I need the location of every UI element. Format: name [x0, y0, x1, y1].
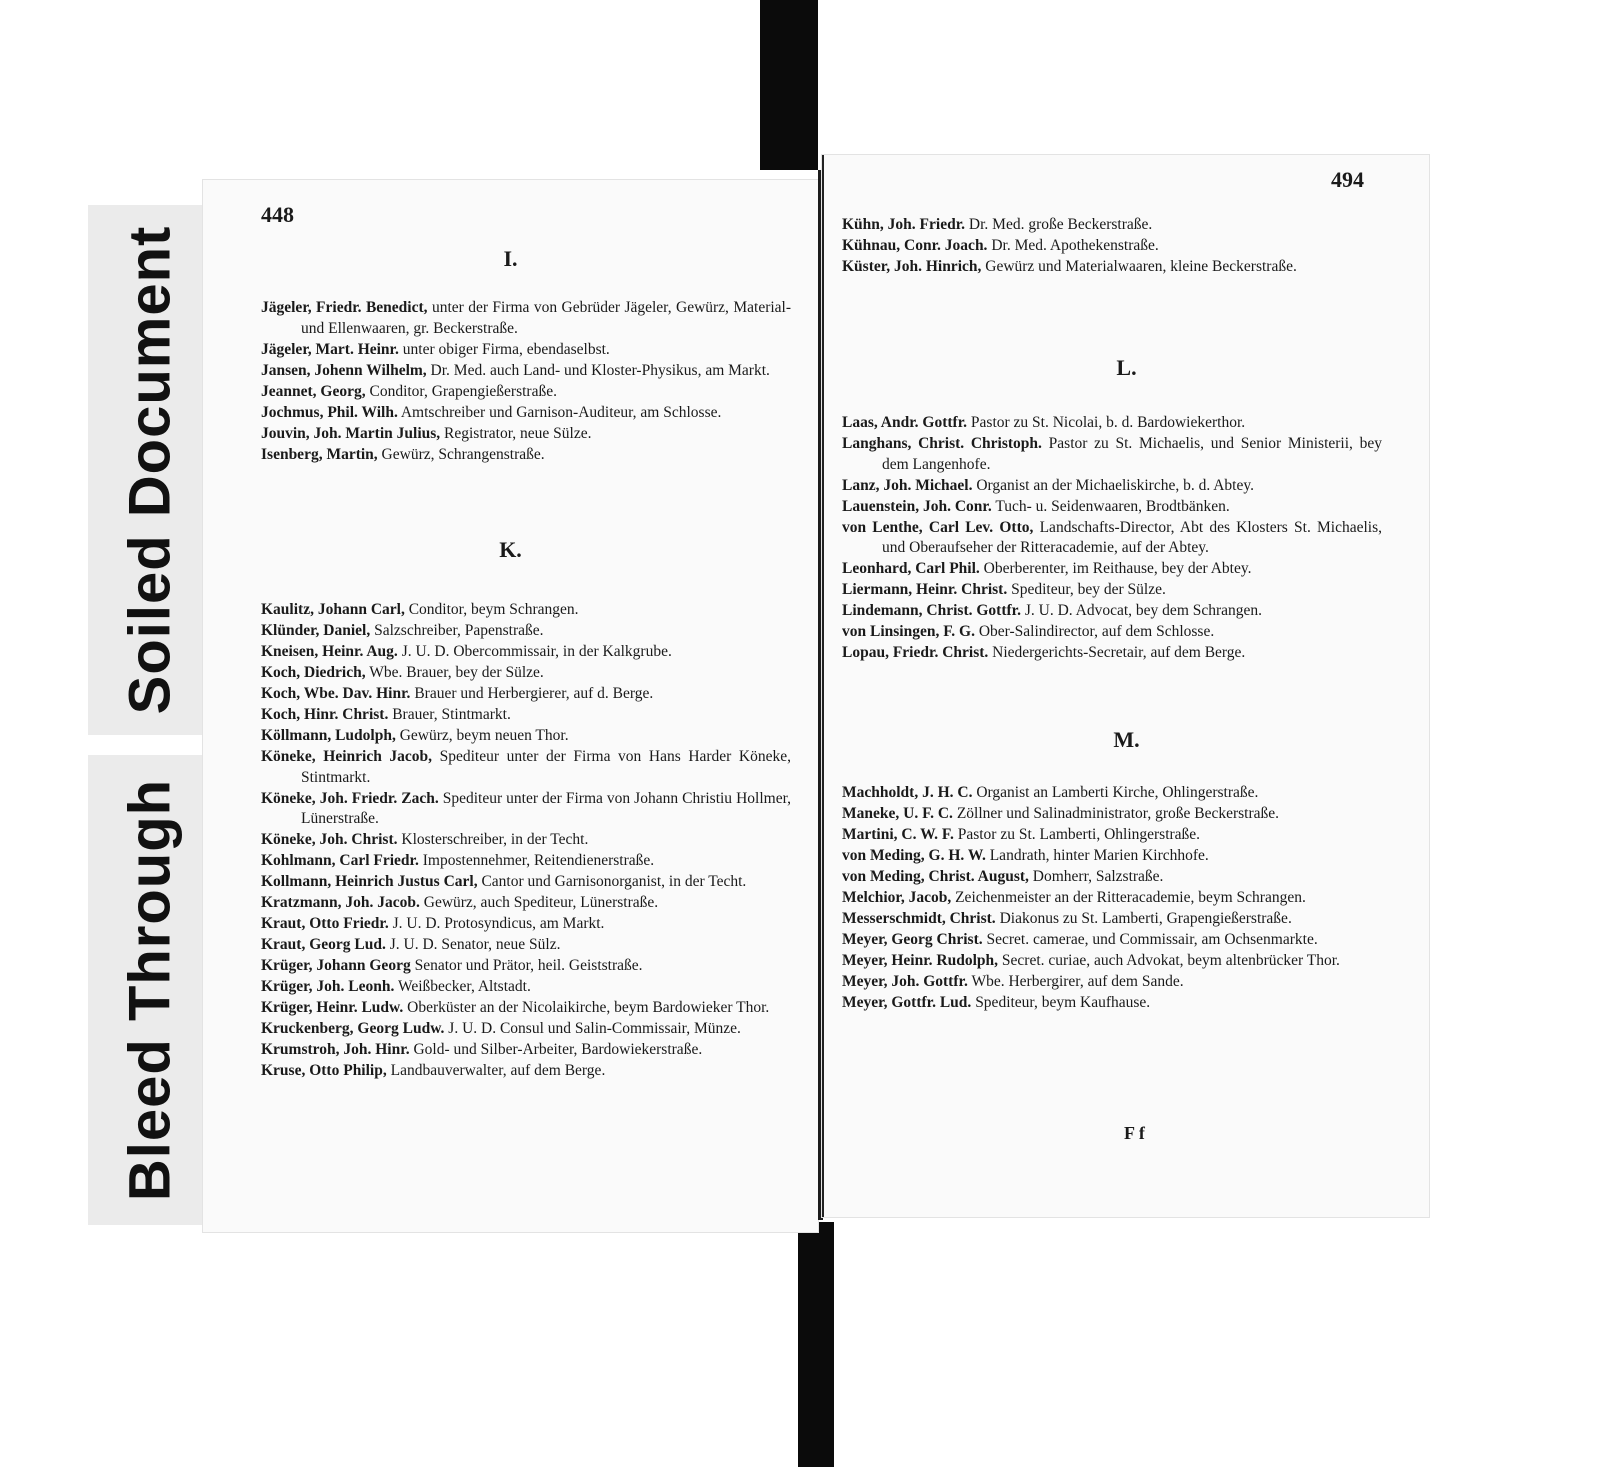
right-page: [822, 155, 1429, 1217]
directory-entry: [842, 497, 1382, 518]
entry-name: Laas, Andr. Gottfr.: [842, 414, 968, 431]
entry-description: Oberküster an der Nicolaikirche, beym Bardowieker Thor.: [407, 999, 770, 1016]
entry-name: Klünder, Daniel,: [261, 622, 371, 639]
stamp-soiled-document: [88, 205, 213, 735]
entry-description: Klosterschreiber, in der Techt.: [401, 831, 589, 848]
entry-description: Niedergerichts-Secretair, auf dem Berge.: [992, 644, 1246, 661]
entry-description: Oberberenter, im Reithause, bey der Abtey.: [983, 560, 1252, 577]
entry-description: Impostennehmer, Reitendienerstraße.: [422, 852, 655, 869]
entry-description: Diakonus zu St. Lamberti, Grapengießerstraße.: [999, 910, 1292, 927]
directory-entry: [261, 340, 791, 361]
entry-name: Krüger, Heinr. Ludw.: [261, 999, 404, 1016]
directory-entry: [261, 914, 791, 935]
entry-name: Kruse, Otto Philip,: [261, 1062, 387, 1079]
entry-name: Meyer, Heinr. Rudolph,: [842, 952, 999, 969]
entry-description: J. U. D. Senator, neue Sülz.: [389, 936, 561, 953]
entry-description: Domherr, Salzstraße.: [1032, 868, 1164, 885]
page-number-left: 448: [261, 202, 294, 227]
entry-name: von Linsingen, F. G.: [842, 623, 975, 640]
directory-entry: [261, 747, 791, 788]
entry-name: Lopau, Friedr. Christ.: [842, 644, 989, 661]
directory-entry: [842, 413, 1382, 434]
entry-description: Brauer und Herbergierer, auf d. Berge.: [414, 685, 654, 702]
entry-name: Jansen, Johenn Wilhelm,: [261, 361, 427, 379]
directory-entry: [842, 476, 1382, 497]
entry-description: Ober-Salindirector, auf dem Schlosse.: [978, 623, 1215, 640]
entry-description: Gewürz, beym neuen Thor.: [399, 727, 569, 744]
entry-name: Krüger, Joh. Leonh.: [261, 978, 395, 995]
stamp-bleed-text: Bleed Through: [117, 778, 183, 1202]
entry-description: Pastor zu St. Nicolai, b. d. Bardowiekerthor.: [970, 414, 1246, 431]
entry-description: Tuch- u. Seidenwaaren, Brodtbänken.: [995, 497, 1230, 515]
directory-entry: [261, 998, 791, 1019]
entry-name: Maneke, U. F. C.: [842, 805, 953, 822]
entry-description: unter obiger Firma, ebendaselbst.: [402, 340, 610, 358]
entry-description: Dr. Med. Apothekenstraße.: [991, 237, 1159, 254]
entry-name: Jägeler, Friedr. Benedict,: [261, 299, 428, 316]
entry-name: Leonhard, Carl Phil.: [842, 560, 980, 577]
entry-description: Landschafts-Director, Abt des Klosters St. Michaelis, und Oberaufseher der Ritteracademie, auf der Abtey.: [882, 518, 1383, 556]
entry-name: Jeannet, Georg,: [261, 382, 366, 400]
entry-name: Liermann, Heinr. Christ.: [842, 581, 1008, 598]
directory-entry: [842, 215, 1382, 236]
entry-name: Isenberg, Martin,: [261, 445, 378, 463]
entry-name: Krumstroh, Joh. Hinr.: [261, 1041, 410, 1058]
entry-name: Kühn, Joh. Friedr.: [842, 216, 966, 233]
entry-description: J. U. D. Protosyndicus, am Markt.: [392, 915, 605, 932]
entry-description: Dr. Med. große Beckerstraße.: [968, 216, 1153, 233]
scan-bar-bottom: [798, 1222, 834, 1467]
stamp-soiled-text: Soiled Document: [117, 225, 183, 715]
entry-name: Melchior, Jacob,: [842, 889, 952, 906]
entry-description: Gewürz, auch Spediteur, Lünerstraße.: [423, 894, 659, 911]
stamp-bleed-through: [88, 755, 213, 1225]
directory-entry: [261, 361, 791, 382]
entry-description: Senator und Prätor, heil. Geiststraße.: [414, 957, 643, 974]
entry-description: Spediteur, bey der Sülze.: [1011, 581, 1166, 598]
entries-list-l: [842, 413, 1382, 664]
entry-name: Köneke, Heinrich Jacob,: [261, 748, 433, 765]
directory-entry: [261, 1019, 791, 1040]
directory-entry: [842, 643, 1382, 664]
entry-name: Kühnau, Conr. Joach.: [842, 237, 988, 254]
entry-description: J. U. D. Consul und Salin-Commissair, Münze.: [448, 1020, 741, 1037]
entry-name: Martini, C. W. F.: [842, 826, 954, 843]
entry-name: Koch, Wbe. Dav. Hinr.: [261, 685, 411, 702]
directory-entry: [261, 956, 791, 977]
entry-name: Lauenstein, Joh. Conr.: [842, 497, 992, 515]
directory-entry: [261, 893, 791, 914]
entry-description: Organist an Lamberti Kirche, Ohlingerstraße.: [976, 784, 1259, 801]
entry-name: Kneisen, Heinr. Aug.: [261, 643, 398, 660]
entry-description: Zeichenmeister an der Ritteracademie, beym Schrangen.: [955, 889, 1306, 906]
directory-entry: [842, 559, 1382, 580]
directory-entry: [842, 951, 1382, 972]
directory-entry: [261, 403, 791, 424]
directory-entry: [261, 621, 791, 642]
entry-name: Kohlmann, Carl Friedr.: [261, 852, 419, 869]
directory-entry: [261, 424, 791, 445]
directory-entry: [261, 726, 791, 747]
entry-description: Secret. camerae, und Commissair, am Ochsenmarkte.: [986, 931, 1318, 948]
page-number-right: 494: [1331, 167, 1364, 192]
directory-entry: [261, 1040, 791, 1061]
directory-entry: [261, 684, 791, 705]
entry-name: Messerschmidt, Christ.: [842, 910, 996, 927]
scan-bar-top: [760, 0, 818, 170]
directory-entry: [842, 825, 1382, 846]
entry-description: Dr. Med. auch Land- und Kloster-Physikus, am Markt.: [430, 361, 770, 379]
entry-name: Kruckenberg, Georg Ludw.: [261, 1020, 445, 1037]
entry-description: Landbauverwalter, auf dem Berge.: [390, 1062, 606, 1079]
directory-entry: [842, 888, 1382, 909]
left-page: [203, 180, 818, 1232]
directory-entry: [842, 993, 1382, 1014]
entry-description: Cantor und Garnisonorganist, in der Techt.: [481, 873, 747, 890]
entry-name: von Meding, G. H. W.: [842, 847, 986, 864]
entry-name: Küster, Joh. Hinrich,: [842, 258, 982, 275]
entry-name: Jochmus, Phil. Wilh.: [261, 403, 398, 421]
section-heading-m: M.: [1113, 727, 1140, 752]
entry-description: Pastor zu St. Lamberti, Ohlingerstraße.: [957, 826, 1201, 843]
entry-description: Brauer, Stintmarkt.: [392, 706, 511, 723]
directory-entry: [261, 642, 791, 663]
section-heading-i: I.: [503, 246, 518, 271]
directory-entry: [842, 236, 1382, 257]
directory-entry: [842, 930, 1382, 951]
directory-entry: [842, 846, 1382, 867]
directory-entry: [261, 977, 791, 998]
entry-description: Zöllner und Salinadministrator, große Beckerstraße.: [956, 805, 1280, 822]
entry-description: Wbe. Herbergirer, auf dem Sande.: [971, 973, 1184, 990]
directory-entry: [261, 830, 791, 851]
entry-name: von Lenthe, Carl Lev. Otto,: [842, 518, 1034, 536]
directory-entry: [261, 872, 791, 893]
entry-name: Kraut, Georg Lud.: [261, 936, 386, 953]
entry-name: Kaulitz, Johann Carl,: [261, 601, 405, 618]
entry-description: J. U. D. Obercommissair, in der Kalkgrube.: [401, 643, 672, 660]
directory-entry: [842, 622, 1382, 643]
directory-entry: [261, 298, 791, 339]
entry-description: Conditor, Grapengießerstraße.: [369, 382, 557, 400]
directory-entry: [261, 382, 791, 403]
directory-entry: [842, 257, 1382, 278]
directory-entry: [842, 804, 1382, 825]
entry-name: Kratzmann, Joh. Jacob.: [261, 894, 420, 911]
entries-list-m: [842, 783, 1382, 1014]
entry-description: Gewürz und Materialwaaren, kleine Beckerstraße.: [985, 258, 1297, 275]
entry-description: Salzschreiber, Papenstraße.: [374, 622, 544, 639]
entry-description: Gold- und Silber-Arbeiter, Bardowiekerstraße.: [413, 1041, 703, 1058]
entry-name: von Meding, Christ. August,: [842, 868, 1029, 885]
entry-description: Weißbecker, Altstadt.: [397, 978, 531, 995]
directory-entry: [842, 867, 1382, 888]
entry-name: Kollmann, Heinrich Justus Carl,: [261, 873, 478, 890]
entry-name: Koch, Diedrich,: [261, 664, 366, 681]
entry-description: Amtschreiber und Garnison-Auditeur, am Schlosse.: [400, 403, 722, 421]
entry-name: Koch, Hinr. Christ.: [261, 706, 389, 723]
entry-name: Köneke, Joh. Friedr. Zach.: [261, 789, 439, 807]
entry-description: Spediteur unter der Firma von Johann Christiu Hollmer, Lünerstraße.: [301, 789, 791, 827]
directory-entry: [842, 972, 1382, 993]
directory-entry: [842, 518, 1382, 559]
directory-entry: [842, 601, 1382, 622]
entry-name: Jägeler, Mart. Heinr.: [261, 340, 399, 358]
directory-entry: [842, 580, 1382, 601]
entry-description: Landrath, hinter Marien Kirchhofe.: [989, 847, 1209, 864]
section-heading-l: L.: [1116, 355, 1137, 380]
entry-name: Köneke, Joh. Christ.: [261, 831, 398, 848]
entry-name: Meyer, Joh. Gottfr.: [842, 973, 968, 990]
entry-name: Meyer, Gottfr. Lud.: [842, 994, 972, 1011]
entry-name: Köllmann, Ludolph,: [261, 727, 396, 744]
entry-description: Spediteur unter der Firma von Hans Harder Köneke, Stintmarkt.: [301, 748, 792, 786]
directory-entry: [261, 445, 791, 466]
entry-name: Kraut, Otto Friedr.: [261, 915, 389, 932]
entry-description: Gewürz, Schrangenstraße.: [381, 445, 545, 463]
directory-entry: [261, 851, 791, 872]
entry-name: Meyer, Georg Christ.: [842, 931, 983, 948]
entries-list-k-continued: [842, 215, 1382, 278]
directory-entry: [842, 783, 1382, 804]
entry-name: Lindemann, Christ. Gottfr.: [842, 602, 1021, 619]
stamp-labels: [88, 205, 213, 1225]
entry-description: J. U. D. Advocat, bey dem Schrangen.: [1024, 602, 1263, 619]
entry-description: Spediteur, beym Kaufhause.: [975, 994, 1151, 1011]
entry-description: Registrator, neue Sülze.: [444, 424, 592, 442]
entry-description: unter der Firma von Gebrüder Jägeler, Gewürz, Material- und Ellenwaaren, gr. Beckerstraße.: [301, 299, 792, 337]
entry-name: Lanz, Joh. Michael.: [842, 476, 973, 494]
entries-list-i: [261, 298, 791, 466]
entries-list-k: [261, 600, 791, 1082]
signature-mark: F f: [1124, 1123, 1145, 1143]
directory-entry: [842, 909, 1382, 930]
section-heading-k: K.: [499, 537, 522, 562]
directory-entry: [261, 935, 791, 956]
directory-entry: [261, 1061, 791, 1082]
entry-name: Langhans, Christ. Christoph.: [842, 435, 1042, 452]
entry-description: Secret. curiae, auch Advokat, beym altenbrücker Thor.: [1001, 952, 1340, 969]
directory-entry: [261, 663, 791, 684]
entry-description: Organist an der Michaeliskirche, b. d. Abtey.: [976, 476, 1254, 494]
entry-name: Krüger, Johann Georg: [261, 957, 411, 974]
entry-description: Wbe. Brauer, bey der Sülze.: [369, 664, 544, 681]
entry-name: Machholdt, J. H. C.: [842, 784, 973, 801]
directory-entry: [261, 600, 791, 621]
directory-entry: [261, 789, 791, 830]
directory-entry: [842, 434, 1382, 475]
entry-description: Pastor zu St. Michaelis, und Senior Ministerii, bey dem Langenhofe.: [882, 435, 1383, 473]
entry-description: Conditor, beym Schrangen.: [408, 601, 579, 618]
directory-entry: [261, 705, 791, 726]
entry-name: Jouvin, Joh. Martin Julius,: [261, 424, 441, 442]
